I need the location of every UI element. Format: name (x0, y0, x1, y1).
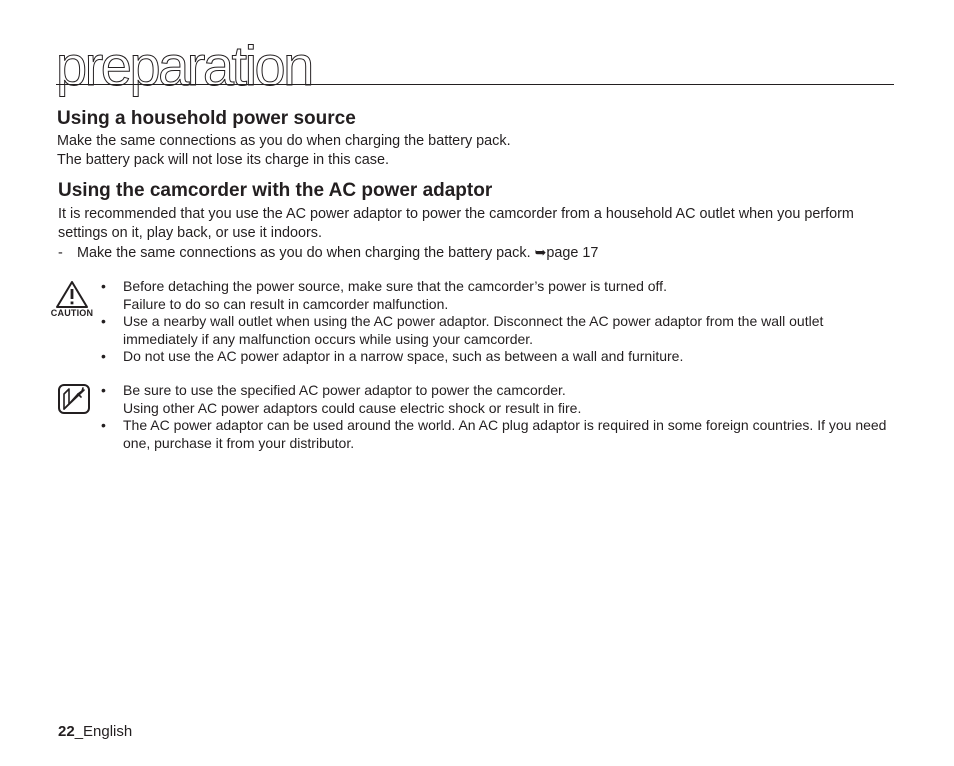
page-number: 22 (58, 723, 75, 740)
dash-item-text: Make the same connections as you do when charging the battery pack. (77, 245, 535, 261)
caution-item (100, 348, 894, 366)
caution-notice (50, 278, 894, 370)
note-item-2-text: The AC power adaptor can be used around the world. An AC plug adaptor is required in some foreign countries. If you need one, purchase it from your distributor. (123, 417, 887, 451)
caution-label: CAUTION (50, 308, 94, 318)
caution-item-1-line-2: Failure to do so can result in camcorder malfunction. (123, 295, 449, 312)
caution-item (100, 278, 894, 313)
bullet: • (101, 382, 106, 398)
caution-list (100, 278, 894, 366)
note-item (100, 382, 894, 417)
section-household-line-1: Make the same connections as you do when charging the battery pack. (57, 133, 511, 149)
note-item-1-line-2: Using other AC power adaptors could cause electric shock or result in fire. (123, 399, 582, 416)
caution-item-3-text: Do not use the AC power adaptor in a narrow space, such as between a wall and furniture. (123, 348, 684, 365)
bullet: • (101, 348, 106, 365)
footer-language: _English (74, 723, 133, 740)
note-list (100, 382, 894, 452)
dash-marker: - (58, 245, 63, 261)
page-ref-arrow-icon: ➥ (534, 244, 547, 260)
chapter-title: preparation (56, 34, 312, 97)
caution-item (100, 313, 894, 348)
chapter-rule (56, 84, 894, 85)
section-heading-household-power: Using a household power source (57, 108, 356, 129)
note-item-1-line-1: Be sure to use the specified AC power adaptor to power the camcorder. (123, 382, 566, 398)
note-notice (56, 382, 894, 456)
page-reference: page 17 (546, 245, 599, 261)
bullet: • (101, 278, 106, 294)
page-footer (58, 723, 132, 741)
caution-item-2-text: Use a nearby wall outlet when using the AC power adaptor. Disconnect the AC power adaptor from the wall outlet immediately if any malfunction occurs while using your camcorder. (123, 313, 824, 347)
note-item (100, 417, 894, 452)
caution-item-1-line-1: Before detaching the power source, make sure that the camcorder’s power is turned off. (123, 278, 667, 294)
section-household-line-2: The battery pack will not lose its charge in this case. (57, 152, 389, 168)
note-pencil-icon (58, 382, 90, 414)
bullet: • (101, 417, 106, 434)
section-ac-paragraph: It is recommended that you use the AC power adaptor to power the camcorder from a household AC outlet when you perform settings on it, play back, or use it indoors. (58, 206, 854, 241)
section-ac-dash-item (58, 243, 598, 263)
bullet: • (101, 313, 106, 330)
section-heading-ac-adaptor: Using the camcorder with the AC power adaptor (58, 180, 493, 201)
